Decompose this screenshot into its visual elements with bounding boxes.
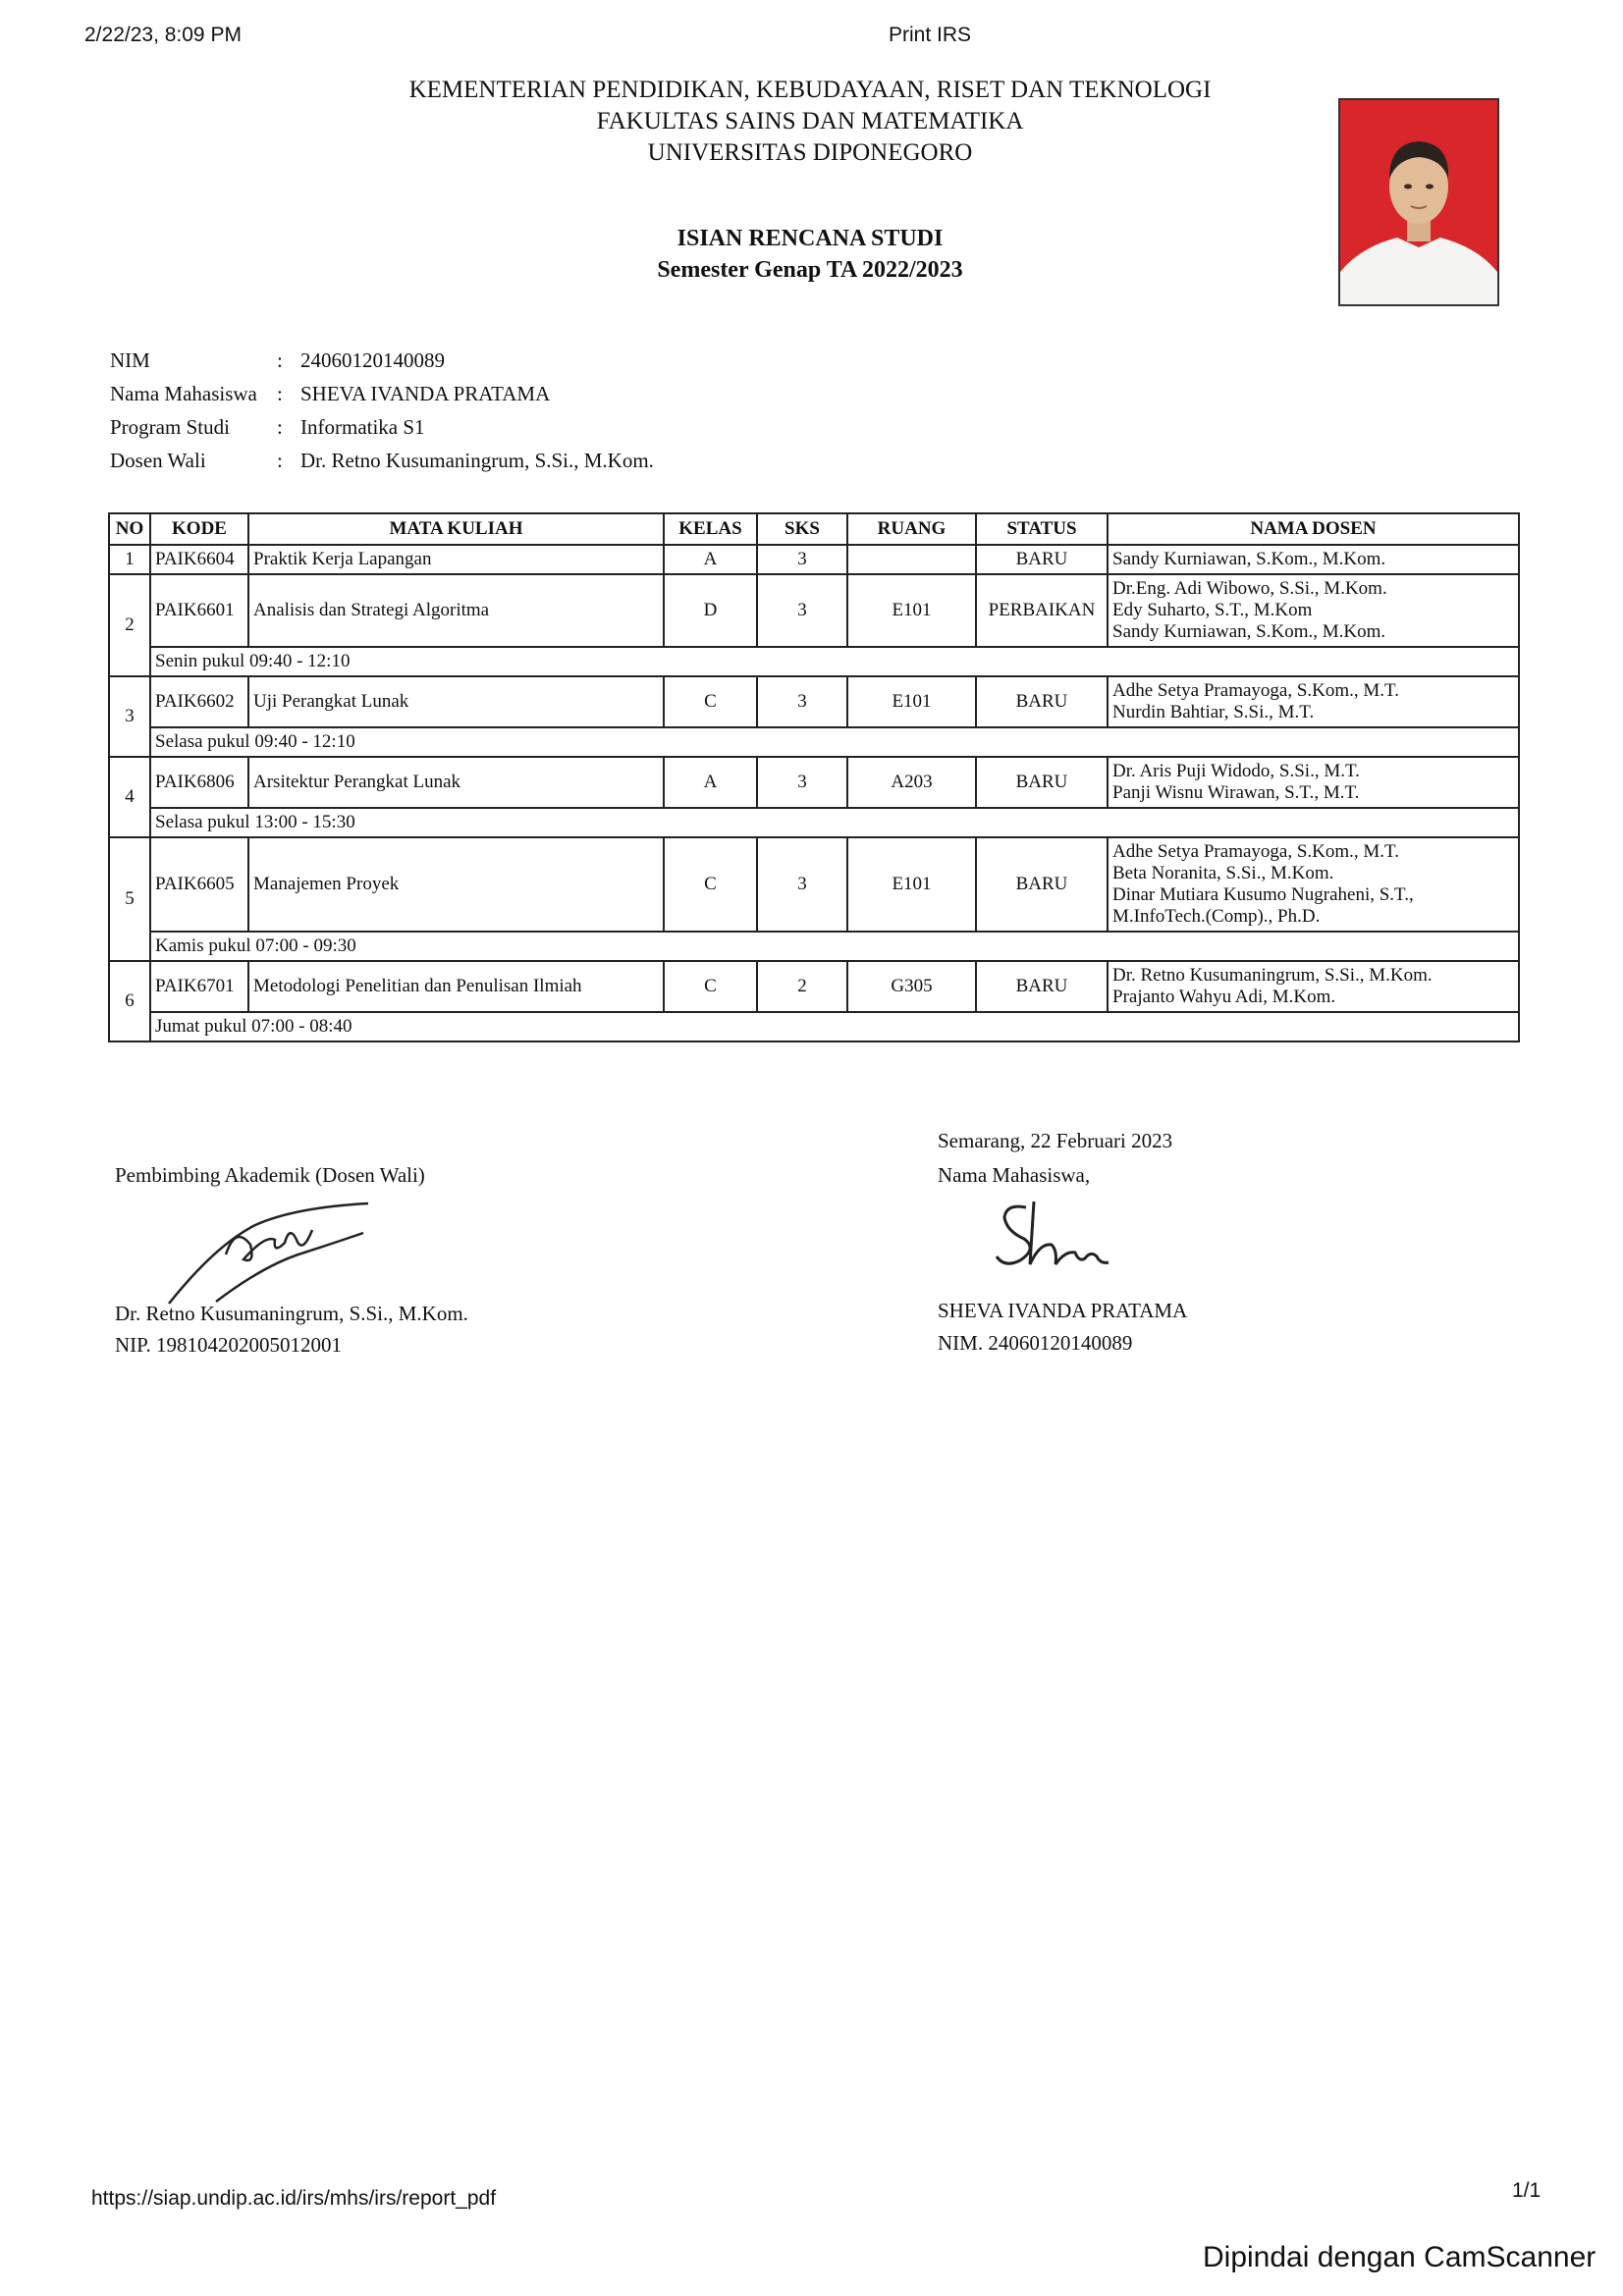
lecturer-name: Panji Wisnu Wirawan, S.T., M.T. <box>1112 782 1360 803</box>
table-header-row <box>109 513 1519 545</box>
advisor-label: Dosen Wali <box>110 448 206 472</box>
lecturer-name: Nurdin Bahtiar, S.Si., M.T. <box>1112 702 1315 722</box>
cell-no: 4 <box>109 757 150 837</box>
lecturer-name: Adhe Setya Pramayoga, S.Kom., M.T. <box>1112 680 1399 701</box>
cell-code: PAIK6605 <box>150 837 248 932</box>
cell-status: BARU <box>976 757 1108 808</box>
cell-class: C <box>664 961 757 1012</box>
col-header-code: KODE <box>150 513 248 545</box>
cell-lecturers <box>1108 961 1519 1012</box>
student-info <box>110 344 654 477</box>
cell-status: BARU <box>976 545 1108 574</box>
advisor-value: Dr. Retno Kusumaningrum, S.Si., M.Kom. <box>300 448 654 472</box>
lecturer-name: Dinar Mutiara Kusumo Nugraheni, S.T., <box>1112 884 1414 905</box>
col-header-sks: SKS <box>757 513 847 545</box>
cell-schedule: Selasa pukul 13:00 - 15:30 <box>150 808 1519 837</box>
col-header-status: STATUS <box>976 513 1108 545</box>
cell-course: Metodologi Penelitian dan Penulisan Ilmiah <box>248 961 664 1012</box>
cell-lecturers <box>1108 757 1519 808</box>
cell-room: G305 <box>847 961 976 1012</box>
advisor-signature <box>157 1186 383 1313</box>
cell-room: E101 <box>847 676 976 727</box>
print-datetime: 2/22/23, 8:09 PM <box>84 24 242 46</box>
cell-lecturers <box>1108 545 1519 574</box>
cell-no: 5 <box>109 837 150 961</box>
cell-status: BARU <box>976 961 1108 1012</box>
cell-class: A <box>664 545 757 574</box>
cell-lecturers <box>1108 676 1519 727</box>
cell-schedule: Jumat pukul 07:00 - 08:40 <box>150 1012 1519 1041</box>
cell-class: C <box>664 837 757 932</box>
schedule-row <box>109 932 1519 961</box>
cell-schedule: Senin pukul 09:40 - 12:10 <box>150 647 1519 676</box>
col-header-lecturer: NAMA DOSEN <box>1108 513 1519 545</box>
cell-course: Uji Perangkat Lunak <box>248 676 664 727</box>
faculty-name: FAKULTAS SAINS DAN MATEMATIKA <box>596 108 1024 134</box>
nim-label: NIM <box>110 347 150 372</box>
advisor-nip: NIP. 198104202005012001 <box>115 1333 343 1357</box>
cell-course: Arsitektur Perangkat Lunak <box>248 757 664 808</box>
lecturer-name: Dr.Eng. Adi Wibowo, S.Si., M.Kom. <box>1112 578 1387 599</box>
cell-sks: 3 <box>757 676 847 727</box>
nim-value: 24060120140089 <box>300 347 445 372</box>
cell-course: Manajemen Proyek <box>248 837 664 932</box>
cell-status: PERBAIKAN <box>976 574 1108 647</box>
course-row <box>109 574 1519 647</box>
ministry-name: KEMENTERIAN PENDIDIKAN, KEBUDAYAAN, RISET DAN TEKNOLOGI <box>408 77 1212 103</box>
semester-title: Semester Genap TA 2022/2023 <box>657 257 963 283</box>
lecturer-name: Beta Noranita, S.Si., M.Kom. <box>1112 863 1334 883</box>
student-signature-nim: NIM. 24060120140089 <box>938 1331 1133 1355</box>
cell-class: D <box>664 574 757 647</box>
course-row <box>109 545 1519 574</box>
schedule-row <box>109 1012 1519 1041</box>
course-row <box>109 961 1519 1012</box>
cell-room <box>847 545 976 574</box>
cell-code: PAIK6602 <box>150 676 248 727</box>
cell-no: 3 <box>109 676 150 757</box>
university-name: UNIVERSITAS DIPONEGORO <box>647 139 973 166</box>
course-row <box>109 837 1519 932</box>
cell-code: PAIK6701 <box>150 961 248 1012</box>
advisor-signature-name: Dr. Retno Kusumaningrum, S.Si., M.Kom. <box>115 1302 468 1325</box>
cell-sks: 2 <box>757 961 847 1012</box>
student-signature-label: Nama Mahasiswa, <box>938 1163 1091 1187</box>
lecturer-name: Dr. Aris Puji Widodo, S.Si., M.T. <box>1112 761 1360 781</box>
cell-class: C <box>664 676 757 727</box>
camscanner-watermark: Dipindai dengan CamScanner <box>1203 2241 1596 2273</box>
print-title: Print IRS <box>889 24 972 46</box>
lecturer-name: Dr. Retno Kusumaningrum, S.Si., M.Kom. <box>1112 965 1433 986</box>
cell-sks: 3 <box>757 757 847 808</box>
program-row <box>110 410 654 444</box>
cell-sks: 3 <box>757 837 847 932</box>
lecturer-name: M.InfoTech.(Comp)., Ph.D. <box>1112 906 1321 927</box>
separator: : <box>277 414 283 439</box>
name-label: Nama Mahasiswa <box>110 381 257 405</box>
page-number: 1/1 <box>1512 2179 1542 2202</box>
schedule-row <box>109 808 1519 837</box>
separator: : <box>277 448 283 472</box>
cell-status: BARU <box>976 837 1108 932</box>
course-table <box>108 512 1520 1042</box>
advisor-row <box>110 444 654 477</box>
cell-schedule: Selasa pukul 09:40 - 12:10 <box>150 727 1519 757</box>
lecturer-name: Adhe Setya Pramayoga, S.Kom., M.T. <box>1112 841 1399 862</box>
cell-room: E101 <box>847 574 976 647</box>
footer-url: https://siap.undip.ac.id/irs/mhs/irs/report_pdf <box>91 2187 497 2210</box>
col-header-course: MATA KULIAH <box>248 513 664 545</box>
cell-course: Analisis dan Strategi Algoritma <box>248 574 664 647</box>
course-row <box>109 676 1519 727</box>
cell-sks: 3 <box>757 545 847 574</box>
cell-code: PAIK6806 <box>150 757 248 808</box>
lecturer-name: Edy Suharto, S.T., M.Kom <box>1112 600 1313 620</box>
cell-no: 6 <box>109 961 150 1041</box>
col-header-room: RUANG <box>847 513 976 545</box>
cell-sks: 3 <box>757 574 847 647</box>
separator: : <box>277 381 283 405</box>
course-row <box>109 757 1519 808</box>
program-label: Program Studi <box>110 414 230 439</box>
cell-course: Praktik Kerja Lapangan <box>248 545 664 574</box>
program-value: Informatika S1 <box>300 414 425 439</box>
advisor-signature-label: Pembimbing Akademik (Dosen Wali) <box>115 1163 425 1187</box>
cell-class: A <box>664 757 757 808</box>
schedule-row <box>109 727 1519 757</box>
col-header-class: KELAS <box>664 513 757 545</box>
cell-code: PAIK6604 <box>150 545 248 574</box>
cell-no: 2 <box>109 574 150 676</box>
cell-lecturers <box>1108 837 1519 932</box>
cell-room: E101 <box>847 837 976 932</box>
cell-code: PAIK6601 <box>150 574 248 647</box>
cell-room: A203 <box>847 757 976 808</box>
student-signature <box>987 1196 1134 1284</box>
schedule-row <box>109 647 1519 676</box>
student-photo <box>1338 98 1499 306</box>
separator: : <box>277 347 283 372</box>
place-date: Semarang, 22 Februari 2023 <box>938 1129 1173 1152</box>
lecturer-name: Sandy Kurniawan, S.Kom., M.Kom. <box>1112 621 1386 642</box>
nim-row <box>110 344 654 377</box>
cell-lecturers <box>1108 574 1519 647</box>
document-title: ISIAN RENCANA STUDI <box>676 226 944 251</box>
name-value: SHEVA IVANDA PRATAMA <box>300 381 551 405</box>
lecturer-name: Sandy Kurniawan, S.Kom., M.Kom. <box>1112 549 1386 569</box>
cell-no: 1 <box>109 545 150 574</box>
lecturer-name: Prajanto Wahyu Adi, M.Kom. <box>1112 987 1336 1007</box>
name-row <box>110 377 654 410</box>
cell-schedule: Kamis pukul 07:00 - 09:30 <box>150 932 1519 961</box>
cell-status: BARU <box>976 676 1108 727</box>
student-signature-name: SHEVA IVANDA PRATAMA <box>938 1299 1188 1322</box>
col-header-no: NO <box>109 513 150 545</box>
